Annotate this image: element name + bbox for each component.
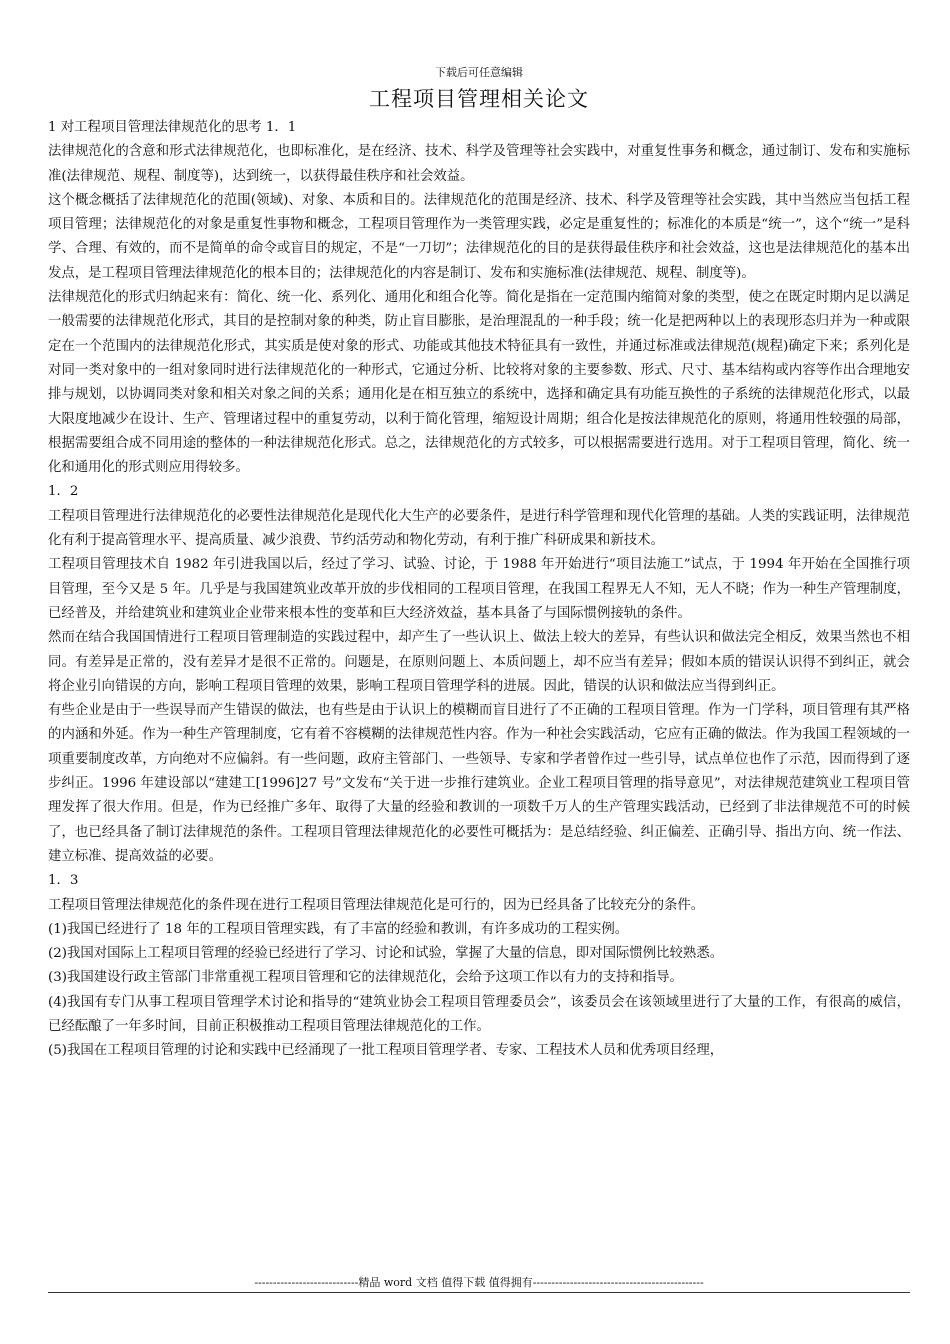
paragraph: 工程项目管理技术自 1982 年引进我国以后，经过了学习、试验、讨论，于 1988 年开始进行“项目法施工”试点，于 1994 年开始在全国推行项目管理，至今又是 5 年。几乎是与我国建筑业改革开放的步伐相同的工程项目管理，在我国工程界无人不知，无人不晓；作为一种生产管理制度，已经普及，并给建筑业和建筑业企业带来根本性的变革和巨大经济效益，基本具备了与国际惯例接轨的条件。 — [48, 557, 910, 621]
document-title: 工程项目管理相关论文 — [369, 87, 589, 111]
paragraph: 这个概念概括了法律规范化的范围(领域)、对象、本质和目的。法律规范化的范围是经济、技术、科学及管理等社会实践，其中当然应当包括工程项目管理；法律规范化的对象是重复性事物和概念，工程项目管理作为一类管理实践，必定是重复性的；标准化的本质是“统一”，这个“统一”是科学、合理、有效的，而不是简单的命令或盲目的规定，不是“一刀切”；法律规范化的目的是获得最佳秩序和社会效益，这也是法律规范化的基本出发点，是工程项目管理法律规范化的根本目的；法律规范化的内容是制订、发布和实施标准(法律规范、规程、制度等)。 — [48, 192, 910, 281]
section-heading-1-1: 1 对工程项目管理法律规范化的思考 1．1 — [48, 120, 297, 135]
document-body — [48, 116, 910, 1064]
list-item: (4)我国有专门从事工程项目管理学术讨论和指导的“建筑业协会工程项目管理委员会”，该委员会在该领域里进行了大量的工作，有很高的威信，已经酝酿了一年多时间，目前正积极推动工程项目管理法律规范化的工作。 — [48, 994, 910, 1034]
paragraph: 然而在结合我国国情进行工程项目管理制造的实践过程中，却产生了一些认识上、做法上较大的差异，有些认识和做法完全相反，效果当然也不相同。有差异是正常的，没有差异才是很不正常的。问题是，在原则问题上、本质问题上，却不应当有差异；假如本质的错误认识得不到纠正，就会将企业引向错误的方向，影响工程项目管理的效果，影响工程项目管理学科的进展。因此，错误的认识和做法应当得到纠正。 — [48, 630, 910, 694]
footer-divider — [48, 1292, 910, 1293]
list-item: (3)我国建设行政主管部门非常重视工程项目管理和它的法律规范化，会给予这项工作以有力的支持和指导。 — [48, 970, 683, 986]
document-page — [48, 0, 910, 1064]
paragraph: 法律规范化的含意和形式法律规范化，也即标准化，是在经济、技术、科学及管理等社会实践中，对重复性事务和概念，通过制订、发布和实施标准(法律规范、规程、制度等)，达到统一，以获得最佳秩序和社会效益。 — [48, 144, 910, 184]
header-note: 下载后可任意编辑 — [435, 66, 523, 79]
paragraph: 有些企业是由于一些误导而产生错误的做法，也有些是由于认识上的模糊而盲目进行了不正确的工程项目管理。作为一门学科，项目管理有其严格的内涵和外延。作为一种生产管理制度，它有着不容模糊的法律规范性内容。作为一种社会实践活动，它应有正确的做法。作为我国工程领域的一项重要制度改革，方向绝对不应偏斜。有一些问题，政府主管部门、一些领导、专家和学者曾作过一些引导，试点单位也作了示范，因而得到了逐步纠正。1996 年建设部以“建建工[1996]27 号”文发布“关于进一步推行建筑业。企业工程项目管理的指导意见”，对法律规范建筑业工程项目管理发挥了很大作用。但是，作为已经推广多年、取得了大量的经验和教训的一项数千万人的生产管理实践活动，已经到了非法律规范不可的时候了，也已经具备了制订法律规范的条件。工程项目管理法律规范化的必要性可概括为：是总结经验、纠正偏差、正确引导、指出方向、统一作法、建立标准、提高效益的必要。 — [48, 703, 910, 864]
paragraph: 工程项目管理法律规范化的条件现在进行工程项目管理法律规范化是可行的，因为已经具备了比较充分的条件。 — [48, 897, 705, 913]
section-heading-1-3: 1．3 — [48, 873, 79, 889]
footer-note: ----------------------------精品 word 文档 值得下载 值得拥有---------------------------------------------- — [254, 1276, 704, 1289]
list-item: (5)我国在工程项目管理的讨论和实践中已经涌现了一批工程项目管理学者、专家、工程技术人员和优秀项目经理， — [48, 1043, 724, 1059]
list-item: (2)我国对国际上工程项目管理的经验已经进行了学习、讨论和试验，掌握了大量的信息，即对国际惯例比较熟悉。 — [48, 946, 724, 962]
paragraph: 工程项目管理进行法律规范化的必要性法律规范化是现代化大生产的必要条件，是进行科学管理和现代化管理的基础。人类的实践证明，法律规范化有利于提高管理水平、提高质量、减少浪费、节约活劳动和物化劳动，有利于推广科研成果和新技术。 — [48, 508, 910, 549]
paragraph: 法律规范化的形式归纳起来有：简化、统一化、系列化、通用化和组合化等。简化是指在一定范围内缩简对象的类型，使之在既定时期内足以满足一般需要的法律规范化形式，其目的是控制对象的种类，防止盲目膨胀，是治理混乱的一种手段；统一化是把两种以上的表现形态归并为一种或限定在一个范围内的法律规范化形式，其实质是使对象的形式、功能或其他技术特征具有一致性，并通过标准或法律规范(规程)确定下来；系列化是对同一类对象中的一组对象同时进行法律规范化的一种形式，它通过分析、比较将对象的主要参数、形式、尺寸、基本结构或内容等作出合理地安排与规划，以协调同类对象和相关对象之间的关系；通用化是在相互独立的系统中，选择和确定具有功能互换性的子系统的法律规范化形式，以最大限度地减少在设计、生产、管理诸过程中的重复劳动，以利于简化管理，缩短设计周期；组合化是按法律规范化的原则，将通用性较强的局部，根据需要组合成不同用途的整体的一种法律规范化形式。总之，法律规范化的方式较多，可以根据需要进行选用。对于工程项目管理，简化、统一化和通用化的形式则应用得较多。 — [48, 290, 910, 476]
section-heading-1-2: 1．2 — [48, 484, 79, 500]
list-item: (1)我国已经进行了 18 年的工程项目管理实践，有了丰富的经验和教训，有许多成功的工程实例。 — [48, 921, 629, 937]
